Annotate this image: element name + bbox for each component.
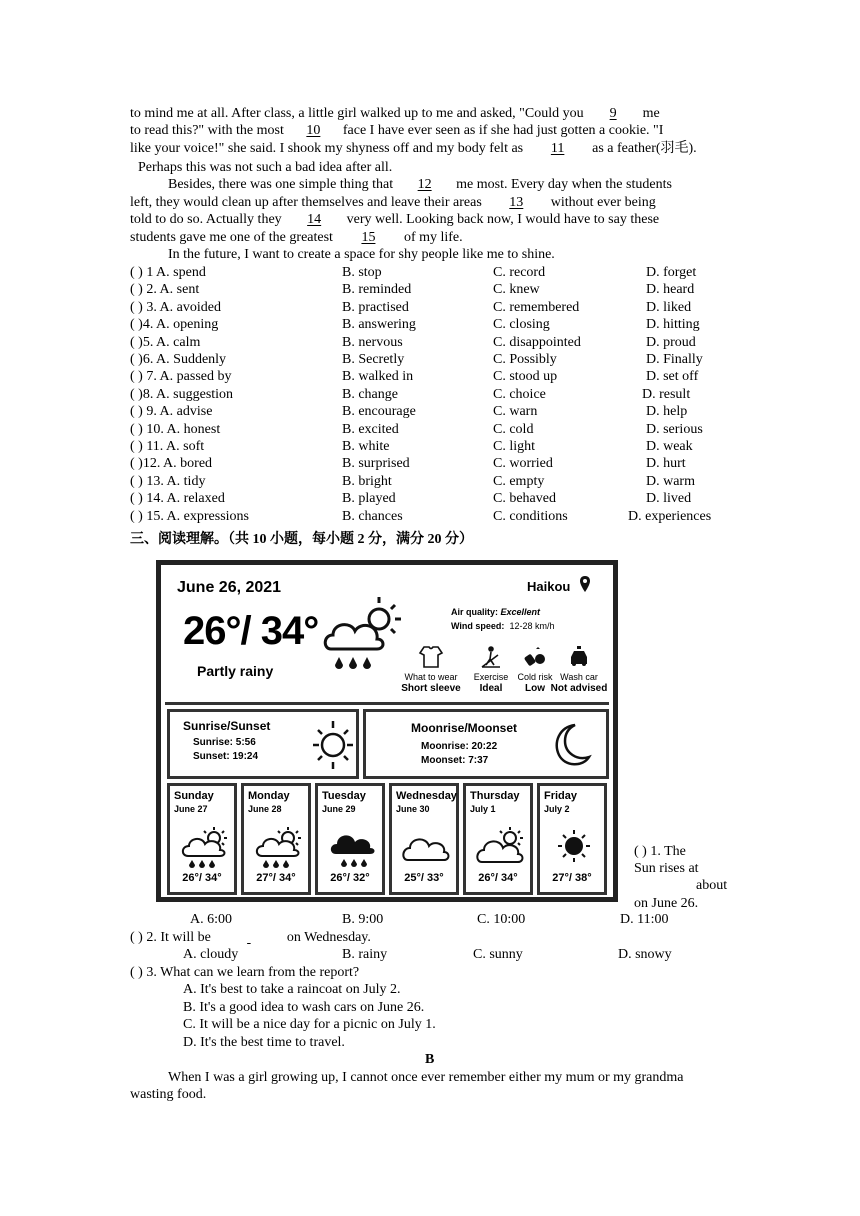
section-b-title: B bbox=[425, 1052, 435, 1067]
day-name: Monday bbox=[248, 790, 290, 802]
q1-option-b[interactable]: B. 9:00 bbox=[342, 912, 384, 927]
forecast-day bbox=[315, 783, 385, 895]
option-b[interactable]: B. reminded bbox=[342, 282, 412, 298]
option-b[interactable]: B. played bbox=[342, 491, 396, 507]
option-d[interactable]: D. experiences bbox=[628, 508, 712, 524]
q2-option-c[interactable]: C. sunny bbox=[473, 947, 523, 962]
partly-rainy-icon bbox=[254, 826, 304, 870]
option-b[interactable]: B. excited bbox=[342, 421, 399, 437]
sunrise-time: Sunrise: 5:56 bbox=[193, 737, 256, 748]
q1-stem-d: on June 26. bbox=[634, 896, 699, 911]
q2-option-b[interactable]: B. rainy bbox=[342, 947, 388, 962]
question-option-a: ( )6. A. Suddenly bbox=[130, 352, 227, 367]
text: face I have ever seen as if she had just gotten a cookie. "I bbox=[342, 123, 664, 138]
passage-line bbox=[130, 105, 660, 122]
q1-stem-a: ( ) 1. The bbox=[634, 844, 686, 859]
moonrise-time: Moonrise: 20:22 bbox=[421, 741, 498, 752]
day-name: Thursday bbox=[470, 790, 520, 802]
q1-option-d[interactable]: D. 11:00 bbox=[620, 912, 669, 927]
q2-stem-a: ( ) 2. It will be bbox=[130, 930, 211, 945]
day-temp: 26°/ 34° bbox=[182, 872, 222, 884]
q1-stem-b: Sun rises at bbox=[634, 861, 699, 876]
option-row bbox=[130, 264, 740, 281]
day-name: Sunday bbox=[174, 790, 214, 802]
option-c[interactable]: C. closing bbox=[493, 317, 550, 333]
day-date: June 27 bbox=[174, 804, 208, 814]
day-temp: 25°/ 33° bbox=[404, 872, 444, 884]
passage-b-line: wasting food. bbox=[130, 1087, 207, 1102]
option-c[interactable]: C. warn bbox=[493, 404, 538, 420]
option-d[interactable]: D. warm bbox=[646, 473, 695, 489]
q3-option-a[interactable]: A. It's best to take a raincoat on July 2. bbox=[183, 982, 401, 997]
blank-12: 12 bbox=[417, 177, 432, 192]
q2-stem bbox=[130, 930, 371, 946]
day-name: Friday bbox=[544, 790, 578, 802]
q3-option-b[interactable]: B. It's a good idea to wash cars on June 26. bbox=[183, 1000, 425, 1015]
option-b[interactable]: B. change bbox=[342, 386, 398, 402]
option-d[interactable]: D. set off bbox=[646, 369, 699, 385]
sun-icon bbox=[311, 717, 355, 773]
day-date: June 30 bbox=[396, 804, 430, 814]
day-name: Wednesday bbox=[396, 790, 457, 802]
option-b[interactable]: B. answering bbox=[342, 317, 416, 333]
weather-report bbox=[156, 560, 618, 902]
option-b[interactable]: B. practised bbox=[342, 299, 409, 315]
q1-option-c[interactable]: C. 10:00 bbox=[477, 912, 526, 927]
day-date: June 28 bbox=[248, 804, 282, 814]
text: me bbox=[642, 106, 660, 121]
option-c[interactable]: C. worried bbox=[493, 456, 553, 472]
passage-line bbox=[130, 122, 663, 139]
option-d[interactable]: D. liked bbox=[646, 299, 692, 315]
sunrise-title: Sunrise/Sunset bbox=[183, 719, 271, 733]
option-b[interactable]: B. encourage bbox=[342, 404, 416, 420]
option-d[interactable]: D. proud bbox=[646, 334, 696, 350]
option-row bbox=[130, 334, 740, 351]
option-row bbox=[130, 455, 740, 472]
q3-option-d[interactable]: D. It's the best time to travel. bbox=[183, 1035, 345, 1050]
option-d[interactable]: D. hitting bbox=[646, 317, 700, 333]
treadmill-icon bbox=[478, 645, 504, 669]
blank-11: 11 bbox=[550, 141, 565, 156]
question-option-a: ( )4. A. opening bbox=[130, 317, 219, 333]
day-temp: 27°/ 34° bbox=[256, 872, 296, 884]
partly-cloudy-icon bbox=[476, 826, 526, 870]
option-c[interactable]: C. light bbox=[493, 439, 536, 454]
moon-icon bbox=[549, 721, 593, 769]
day-date: June 29 bbox=[322, 804, 356, 814]
option-d[interactable]: D. Finally bbox=[646, 352, 703, 367]
option-c[interactable]: C. record bbox=[493, 265, 546, 280]
option-c[interactable]: C. behaved bbox=[493, 491, 556, 507]
text: like your voice!" she said. I shook my shyness off and my body felt as bbox=[130, 141, 524, 156]
option-row bbox=[130, 386, 740, 403]
tip-label: Exercise bbox=[473, 672, 509, 682]
question-option-a: ( )12. A. bored bbox=[130, 456, 213, 472]
text: without ever being bbox=[550, 195, 656, 210]
shirt-icon-tip bbox=[401, 645, 461, 694]
air-quality-value: Excellent bbox=[500, 607, 541, 617]
moonset-time: Moonset: 7:37 bbox=[421, 755, 489, 766]
day-temp: 26°/ 32° bbox=[330, 872, 370, 884]
text: me most. Every day when the students bbox=[456, 177, 672, 192]
question-option-a: ( ) 9. A. advise bbox=[130, 404, 213, 420]
section-title: 三、阅读理解。（共 10 小题，每小题 2 分，满分 20 分） bbox=[130, 532, 473, 547]
option-c[interactable]: C. empty bbox=[493, 473, 545, 489]
shirt-icon bbox=[418, 645, 444, 669]
location-pin-icon bbox=[579, 575, 591, 593]
option-c[interactable]: C. knew bbox=[493, 282, 540, 298]
option-row bbox=[130, 281, 740, 298]
weather-date: June 26, 2021 bbox=[177, 579, 282, 596]
tip-value: Not advised bbox=[550, 683, 608, 694]
option-d[interactable]: D. result bbox=[642, 386, 691, 402]
tip-value: Ideal bbox=[479, 683, 503, 694]
wind-label: Wind speed: bbox=[451, 621, 505, 631]
partly-rainy-icon bbox=[321, 593, 411, 677]
option-c[interactable]: C. Possibly bbox=[493, 352, 557, 367]
blank-13: 13 bbox=[509, 195, 524, 210]
wind-value: 12-28 km/h bbox=[509, 621, 555, 631]
question-option-a: ( ) 2. A. sent bbox=[130, 282, 200, 298]
air-quality-label: Air quality: bbox=[451, 607, 499, 617]
weather-temp: 26°/ 34° bbox=[183, 609, 319, 653]
blank-10: 10 bbox=[306, 123, 321, 138]
q2-stem-b: on Wednesday. bbox=[286, 930, 371, 945]
passage-line bbox=[130, 140, 697, 157]
weather-condition: Partly rainy bbox=[197, 663, 274, 679]
partly-rainy-icon bbox=[180, 826, 230, 870]
option-b[interactable]: B. stop bbox=[342, 265, 382, 280]
option-b[interactable]: B. bright bbox=[342, 473, 392, 489]
question-option-a: ( ) 1 A. spend bbox=[130, 265, 206, 280]
blank-14: 14 bbox=[307, 212, 322, 227]
question-option-a: ( )5. A. calm bbox=[130, 334, 201, 350]
q2-option-a[interactable]: A. cloudy bbox=[183, 947, 239, 962]
question-option-a: ( ) 11. A. soft bbox=[130, 439, 205, 454]
text: of my life. bbox=[403, 230, 463, 245]
option-row bbox=[130, 473, 740, 490]
option-d[interactable]: D. heard bbox=[646, 282, 695, 298]
text: to read this?" with the most bbox=[130, 123, 284, 138]
option-b[interactable]: B. surprised bbox=[342, 456, 410, 472]
car-wash-icon bbox=[566, 645, 592, 669]
tip-label: Cold risk bbox=[517, 672, 553, 682]
option-row bbox=[130, 403, 740, 420]
tip-value: Low bbox=[525, 683, 545, 694]
option-c[interactable]: C. choice bbox=[493, 386, 546, 402]
question-option-a: ( ) 13. A. tidy bbox=[130, 473, 206, 489]
text: students gave me one of the greatest bbox=[130, 230, 333, 245]
question-option-a: ( ) 15. A. expressions bbox=[130, 508, 249, 524]
wind-speed bbox=[451, 621, 554, 631]
passage-line bbox=[130, 194, 656, 211]
q2-blank bbox=[211, 930, 287, 946]
text: left, they would clean up after themselves and leave their areas bbox=[130, 195, 482, 210]
question-option-a: ( ) 7. A. passed by bbox=[130, 369, 232, 385]
option-d[interactable]: D. serious bbox=[646, 421, 703, 437]
day-date: July 1 bbox=[470, 804, 496, 814]
q3-option-c[interactable]: C. It will be a nice day for a picnic on July 1. bbox=[183, 1017, 436, 1032]
option-row bbox=[130, 421, 740, 438]
tip-label: Wash car bbox=[560, 672, 598, 682]
text: Besides, there was one simple thing that bbox=[168, 177, 394, 192]
sunny-icon bbox=[550, 826, 600, 870]
blank-9: 9 bbox=[609, 106, 617, 121]
option-b[interactable]: B. walked in bbox=[342, 369, 414, 385]
option-c[interactable]: C. remembered bbox=[493, 299, 580, 315]
passage-b-line: When I was a girl growing up, I cannot once ever remember either my mum or my grandma bbox=[168, 1070, 684, 1085]
pills-icon bbox=[522, 645, 548, 669]
day-temp: 27°/ 38° bbox=[552, 872, 592, 884]
passage-line bbox=[130, 229, 463, 246]
sunset-time: Sunset: 19:24 bbox=[193, 751, 259, 762]
text: as a feather(羽毛). bbox=[592, 141, 697, 156]
day-date: July 2 bbox=[544, 804, 570, 814]
option-b[interactable]: B. chances bbox=[342, 508, 403, 524]
option-b[interactable]: B. white bbox=[342, 439, 390, 454]
day-name: Tuesday bbox=[322, 790, 366, 802]
forecast-day bbox=[167, 783, 237, 895]
forecast-day bbox=[389, 783, 459, 895]
option-d[interactable]: D. lived bbox=[646, 491, 692, 507]
passage-line bbox=[168, 176, 672, 193]
text: very well. Looking back now, I would have to say these bbox=[346, 212, 660, 227]
passage-line: Perhaps this was not such a bad idea after all. bbox=[138, 160, 393, 175]
blank-15: 15 bbox=[361, 230, 376, 245]
wash-car-icon-tip bbox=[549, 645, 609, 694]
forecast-day bbox=[537, 783, 607, 895]
option-row bbox=[130, 351, 740, 368]
rainy-icon bbox=[328, 826, 378, 870]
forecast-day bbox=[463, 783, 533, 895]
question-option-a: ( )8. A. suggestion bbox=[130, 386, 234, 402]
option-c[interactable]: C. stood up bbox=[493, 369, 558, 385]
option-row bbox=[130, 316, 740, 333]
option-b[interactable]: B. nervous bbox=[342, 334, 403, 350]
cloudy-icon bbox=[402, 826, 452, 870]
option-d[interactable]: D. help bbox=[646, 404, 688, 420]
text: told to do so. Actually they bbox=[130, 212, 282, 227]
option-c[interactable]: C. cold bbox=[493, 421, 534, 437]
q1-stem-c: about bbox=[696, 878, 728, 893]
option-row bbox=[130, 368, 740, 385]
option-d[interactable]: D. weak bbox=[646, 439, 693, 454]
forecast-day bbox=[241, 783, 311, 895]
question-option-a: ( ) 10. A. honest bbox=[130, 421, 221, 437]
option-row bbox=[130, 508, 740, 525]
option-c[interactable]: C. conditions bbox=[493, 508, 568, 524]
option-d[interactable]: D. hurt bbox=[646, 456, 686, 472]
passage-line bbox=[130, 211, 659, 228]
day-temp: 26°/ 34° bbox=[478, 872, 518, 884]
weather-city: Haikou bbox=[527, 579, 571, 594]
option-b[interactable]: B. Secretly bbox=[342, 352, 405, 367]
option-c[interactable]: C. disappointed bbox=[493, 334, 581, 350]
q2-option-d[interactable]: D. snowy bbox=[618, 947, 672, 962]
q3-stem: ( ) 3. What can we learn from the report? bbox=[130, 965, 360, 980]
question-option-a: ( ) 14. A. relaxed bbox=[130, 491, 225, 507]
option-row bbox=[130, 490, 740, 507]
text: to mind me at all. After class, a little girl walked up to me and asked, "Could you bbox=[130, 106, 584, 121]
air-quality bbox=[451, 607, 540, 617]
option-row bbox=[130, 438, 740, 455]
option-d[interactable]: D. forget bbox=[646, 265, 697, 280]
question-option-a: ( ) 3. A. avoided bbox=[130, 299, 221, 315]
q1-option-a[interactable]: A. 6:00 bbox=[190, 912, 232, 927]
tip-value: Short sleeve bbox=[401, 683, 461, 694]
option-row bbox=[130, 299, 740, 316]
passage-line: In the future, I want to create a space for shy people like me to shine. bbox=[168, 247, 555, 262]
moonrise-title: Moonrise/Moonset bbox=[411, 721, 518, 735]
tip-label: What to wear bbox=[404, 672, 458, 682]
